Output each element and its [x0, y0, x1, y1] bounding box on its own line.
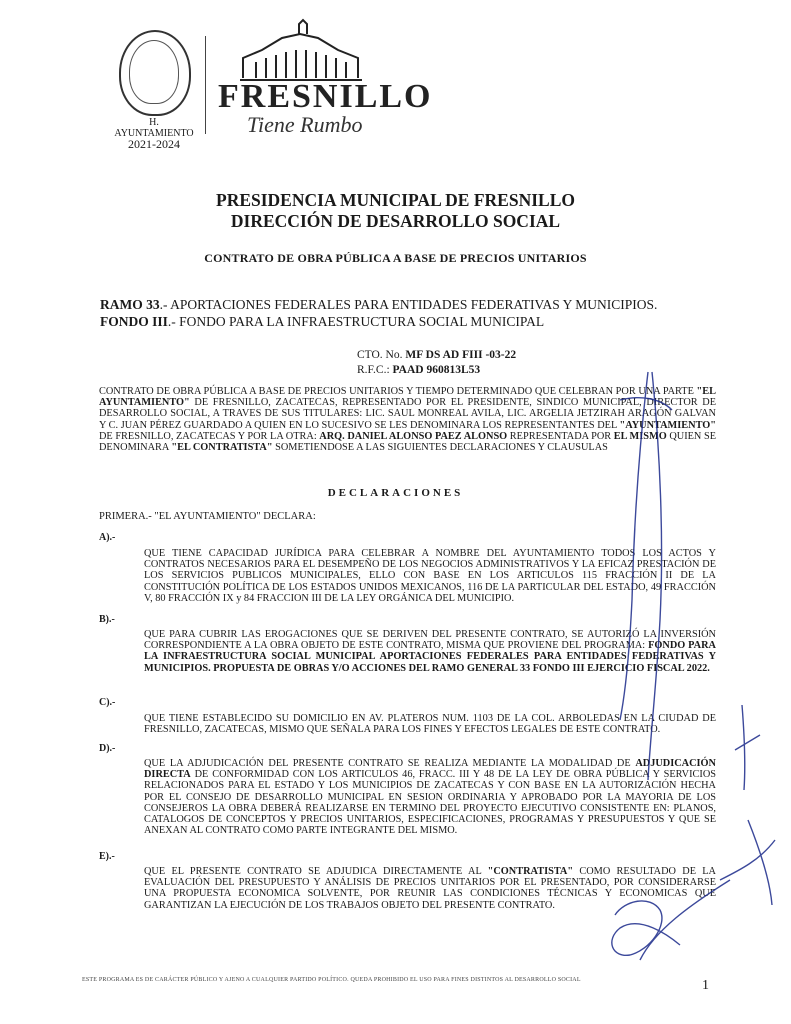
intro-text: DE FRESNILLO, ZACATECAS Y POR LA OTRA:: [99, 430, 320, 442]
title-line-2: DIRECCIÓN DE DESARROLLO SOCIAL: [230, 211, 561, 231]
intro-text: CONTRATO DE OBRA PÚBLICA A BASE DE PRECIOS UNITARIOS Y TIEMPO DETERMINADO QUE CELEBRAN POR UNA PARTE: [99, 386, 697, 397]
ramo-text: .- APORTACIONES FEDERALES PARA ENTIDADES FEDERATIVAS Y MUNICIPIOS.: [159, 297, 658, 312]
tagline: Tiene Rumbo: [247, 112, 363, 137]
section-d-bold: ADJUDICACIÓN DIRECTA: [144, 758, 716, 781]
rfc-prefix: R.F.C.:: [357, 364, 390, 376]
ramo-label: RAMO 33: [100, 297, 160, 312]
footer-disclaimer: ESTE PROGRAMA ES DE CARÁCTER PÚBLICO Y AJENO A CUALQUIER PARTIDO POLÍTICO. QUEDA PROHIBIDO EL USO PARA FINES DISTINTOS AL DESARROLLO SOCIAL: [82, 977, 581, 983]
intro-text: QUIEN SE DENOMINARA: [99, 430, 716, 454]
fondo-text: .- FONDO PARA LA INFRAESTRUCTURA SOCIAL MUNICIPAL: [167, 314, 545, 329]
rfc-value: PAAD 960813L53: [392, 364, 481, 376]
declaraciones-heading: DECLARACIONES: [327, 487, 464, 499]
page-number: 1: [702, 978, 709, 993]
section-d-plain: QUE LA ADJUDICACIÓN DEL PRESENTE CONTRATO SE REALIZA MEDIANTE LA MODALIDAD DE: [144, 758, 636, 769]
intro-bold: EL MISMO: [613, 430, 667, 442]
period-years: 2021-2024: [128, 137, 180, 151]
cto-value: MF DS AD FIII -03-22: [405, 349, 517, 361]
section-a-text: QUE TIENE CAPACIDAD JURÍDICA PARA CELEBRAR A NOMBRE DEL AYUNTAMIENTO TODOS LOS ACTOS Y CONTRATOS NECESARIOS PARA EL DESEMPEÑO DE LOS NEGOCIOS ADMINISTRATIVOS Y LA EFICAZ PRESTACIÓN DE LOS SERVICIOS PUBLICOS MUNICIPALES, ELLO CON BASE EN LOS ARTICULOS 115 FRACCIÓN II DE LA CONSTITUCIÓN POLÍTICA DE LOS ESTADOS UNIDOS MEXICANOS, 116 DE LA PARTICULAR DEL ESTADO, 49 FRACCIÓN V, 80 FRACCIÓN IX y 84 FRACCION III DE LA LEY ORGÁNICA DEL MUNICIPIO.: [144, 548, 716, 604]
section-d-plain: DE CONFORMIDAD CON LOS ARTICULOS 46, FRACC. III Y 48 DE LA LEY DE OBRA PÚBLICA Y SERVICIOS RELACIONADOS PARA EL ESTADO Y LOS MUNICIPIOS DE ZACATECAS Y CON BASE EN LA AUTORIZACIÓN HECHA POR EL CONSEJO DE DESARROLLO MUNICIPAL EN SESION ORDINARIA Y APROBADO POR LA MAYORIA DE LOS CONSEJEROS LA OBRA DEBERÁ REALIZARSE EN TERMINO DEL PROYECTO EJECUTIVO CONSISTENTE EN: PLANOS, CATALOGOS DE CONCEPTOS Y PRECIOS UNITARIOS, ESPECIFICACIONES, PROGRAMAS Y PRESUPUESTOS Y QUE SE ANEXAN AL CONTRATO COMO PARTE INTEGRANTE DEL MISMO.: [144, 769, 716, 837]
section-b-label: B).-: [99, 614, 115, 625]
intro-bold: "AYUNTAMIENTO": [619, 419, 716, 431]
intro-bold: ARQ. DANIEL ALONSO PAEZ ALONSO: [319, 430, 508, 442]
section-b-bold: FONDO PARA LA INFRAESTRUCTURA SOCIAL MUNICIPAL APORTACIONES FEDERALES PARA ENTIDADES FEDERATIVAS Y MUNICIPIOS. PROPUESTA DE OBRAS Y/O ACCIONES DEL RAMO GENERAL 33 FONDO III EJERCICIO FISCAL 2022.: [144, 640, 716, 674]
contract-subtitle: CONTRATO DE OBRA PÚBLICA A BASE DE PRECIOS UNITARIOS: [204, 251, 587, 265]
section-d-label: D).-: [99, 743, 116, 754]
intro-bold: "EL CONTRATISTA": [171, 442, 273, 454]
intro-text: SOMETIENDOSE A LAS SIGUIENTES DECLARACIONES Y CLAUSULAS: [272, 442, 608, 454]
title-line-1: PRESIDENCIA MUNICIPAL DE FRESNILLO: [216, 190, 575, 210]
fresnillo-wordmark: FRESNILLO: [218, 78, 433, 115]
section-e-plain: COMO RESULTADO DE LA EVALUACIÓN DEL PRESUPUESTO Y ANÁLISIS DE PRECIOS UNITARIOS POR EL PRESENTADO, POR CONSIDERARSE UNA PROPUESTA ECONOMICA SOLVENTE, POR REUNIR LAS CONDICIONES TÉCNICAS Y ECONOMICAS QUE GARANTIZAN LA EJECUCIÓN DE LOS TRABAJOS OBJETO DEL PRESENTE CONTRATO.: [144, 866, 716, 911]
cto-prefix: CTO. No.: [357, 349, 403, 361]
section-a-label: A).-: [99, 532, 116, 543]
fondo-label: FONDO III: [100, 314, 168, 329]
intro-text: DE FRESNILLO, ZACATECAS, REPRESENTADO POR EL PRESIDENTE, SINDICO MUNICIPAL, DIRECTOR DE DESARROLLO SOCIAL, A TRAVES DE SUS TITULARES: LIC. SAUL MONREAL AVILA, LIC. ARGELIA JETZIRAH ARAGÓN GALVAN Y C. JUAN PÉREZ GUARDADO A QUIEN EN LO SUCESIVO SE LES DENOMINARA LOS REPRESENTANTES DEL: [99, 397, 716, 431]
section-c-label: C).-: [99, 697, 116, 708]
section-c-text: QUE TIENE ESTABLECIDO SU DOMICILIO EN AV. PLATEROS NUM. 1103 DE LA COL. ARBOLEDAS EN LA CIUDAD DE FRESNILLO, ZACATECAS, MISMO QUE SEÑALA PARA LOS FINES Y EFECTOS LEGALES DE ESTE CONTRATO.: [144, 713, 716, 736]
seal-caption: H. AYUNTAMIENTO: [114, 117, 194, 139]
section-e-bold: "CONTRATISTA": [487, 866, 574, 877]
primera-heading: PRIMERA.- "EL AYUNTAMIENTO" DECLARA:: [99, 511, 316, 522]
section-e-label: E).-: [99, 851, 115, 862]
intro-text: REPRESENTADA POR: [507, 430, 614, 442]
section-b-plain: QUE PARA CUBRIR LAS EROGACIONES QUE SE DERIVEN DEL PRESENTE CONTRATO, SE AUTORIZÓ LA INVERSIÓN CORRESPONDIENTE A LA OBRA OBJETO DE ESTE CONTRATO, MISMA QUE PROVIENE DEL PROGRAMA:: [144, 629, 716, 652]
intro-bold: "EL AYUNTAMIENTO": [99, 386, 716, 409]
section-e-plain: QUE EL PRESENTE CONTRATO SE ADJUDICA DIRECTAMENTE AL: [144, 866, 488, 877]
